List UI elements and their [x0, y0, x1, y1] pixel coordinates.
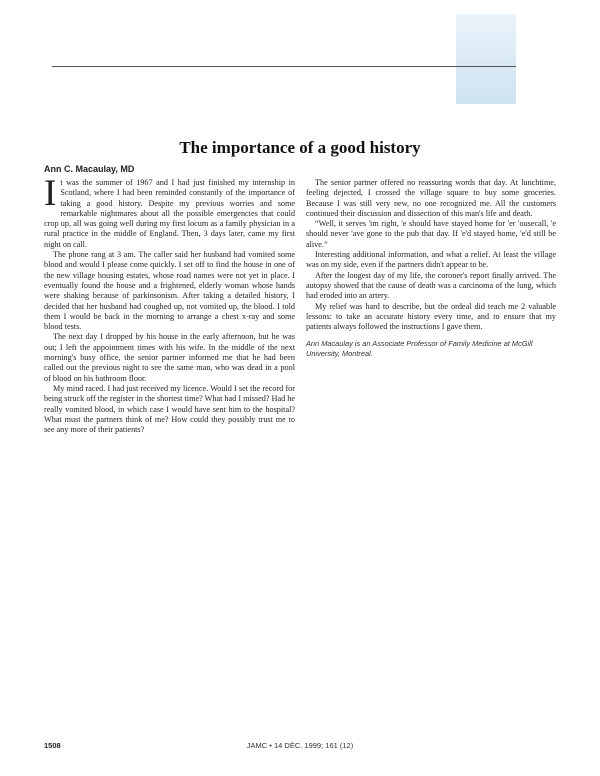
page-number: 1508 — [44, 741, 61, 750]
paragraph-8: After the longest day of my life, the coroner's report finally arrived. The autopsy showed that the cause of death was a carcinoma of the lung, which had eroded into an artery. — [306, 270, 556, 301]
paragraph-7: Interesting additional information, and what a relief. At least the village was on my side, even if the partners didn't appear to be. — [306, 250, 556, 270]
author-note: Ann Macaulay is an Associate Professor of Family Medicine at McGill University, Montreal. — [306, 339, 533, 359]
right-column — [306, 178, 556, 359]
paragraph-2: The phone rang at 3 am. The caller said her husband had vomited some blood and would I please come quickly. I set off to find the house in one of the new village housing estates, whose road names were not yet in place. I eventually found the house and a frightened, elderly woman whose hands were shaking because of parkinsonism. After taking a detailed history, I decided that her husband had coughed up, not vomited up, the blood. I told them I would be back in the morning to arrange a chest x-ray and some blood tests. — [44, 250, 295, 332]
header-rule — [52, 66, 516, 67]
left-column — [44, 173, 295, 435]
journal-citation: JAMC • 14 DÉC. 1999; 161 (12) — [246, 741, 354, 750]
paragraph-9: My relief was hard to describe, but the ordeal did teach me 2 valuable lessons: to take an accurate history every time, and to ensure that my patients always followed the instructions I gave them. — [306, 301, 556, 332]
header-accent-bar — [456, 14, 516, 104]
paragraph-1-text: t was the summer of 1967 and I had just finished my internship in Scotland, where I had been reminded constantly of the importance of taking a good history. Despite my previous worries and some remarkable nightmares about all the possible emergencies that could crop up, all was going well during my first locum as a family physician in a rural practice in the middle of England. Then, 3 days later, came my first night on call. — [44, 178, 295, 249]
paragraph-4: My mind raced. I had just received my licence. Would I set the record for being struck off the register in the shortest time? What had I missed? Had he really vomited blood, in which case I would have sent him to the hospital? What must the partners think of me? How could they possibly trust me to see any more of their patients? — [44, 383, 295, 435]
article-author: Ann C. Macaulay, MD — [44, 164, 135, 174]
paragraph-5: The senior partner offered no reassuring words that day. At lunchtime, feeling dejected, I crossed the village square to buy some groceries. Because I was still very new, no one recognized me. All the customers continued their discussion and dissection of this man's life and death. — [306, 178, 556, 218]
paragraph-6: “Well, it serves 'im right, 'e should have stayed home for 'er 'ousecall, 'e should never 'ave gone to the pub that day. If 'e'd stayed home, 'e'd still be alive.” — [306, 219, 556, 249]
drop-cap: I — [44, 173, 57, 214]
paragraph-1 — [44, 173, 295, 250]
article-title: The importance of a good history — [179, 138, 421, 157]
paragraph-3: The next day I dropped by his house in the early afternoon, but he was out; I left the appointment times with his wife. In the middle of the next morning's busy office, the senior partner informed me that he had been called out the previous night to see the same man, who was dead in a pool of blood on his bathroom floor. — [44, 332, 295, 383]
